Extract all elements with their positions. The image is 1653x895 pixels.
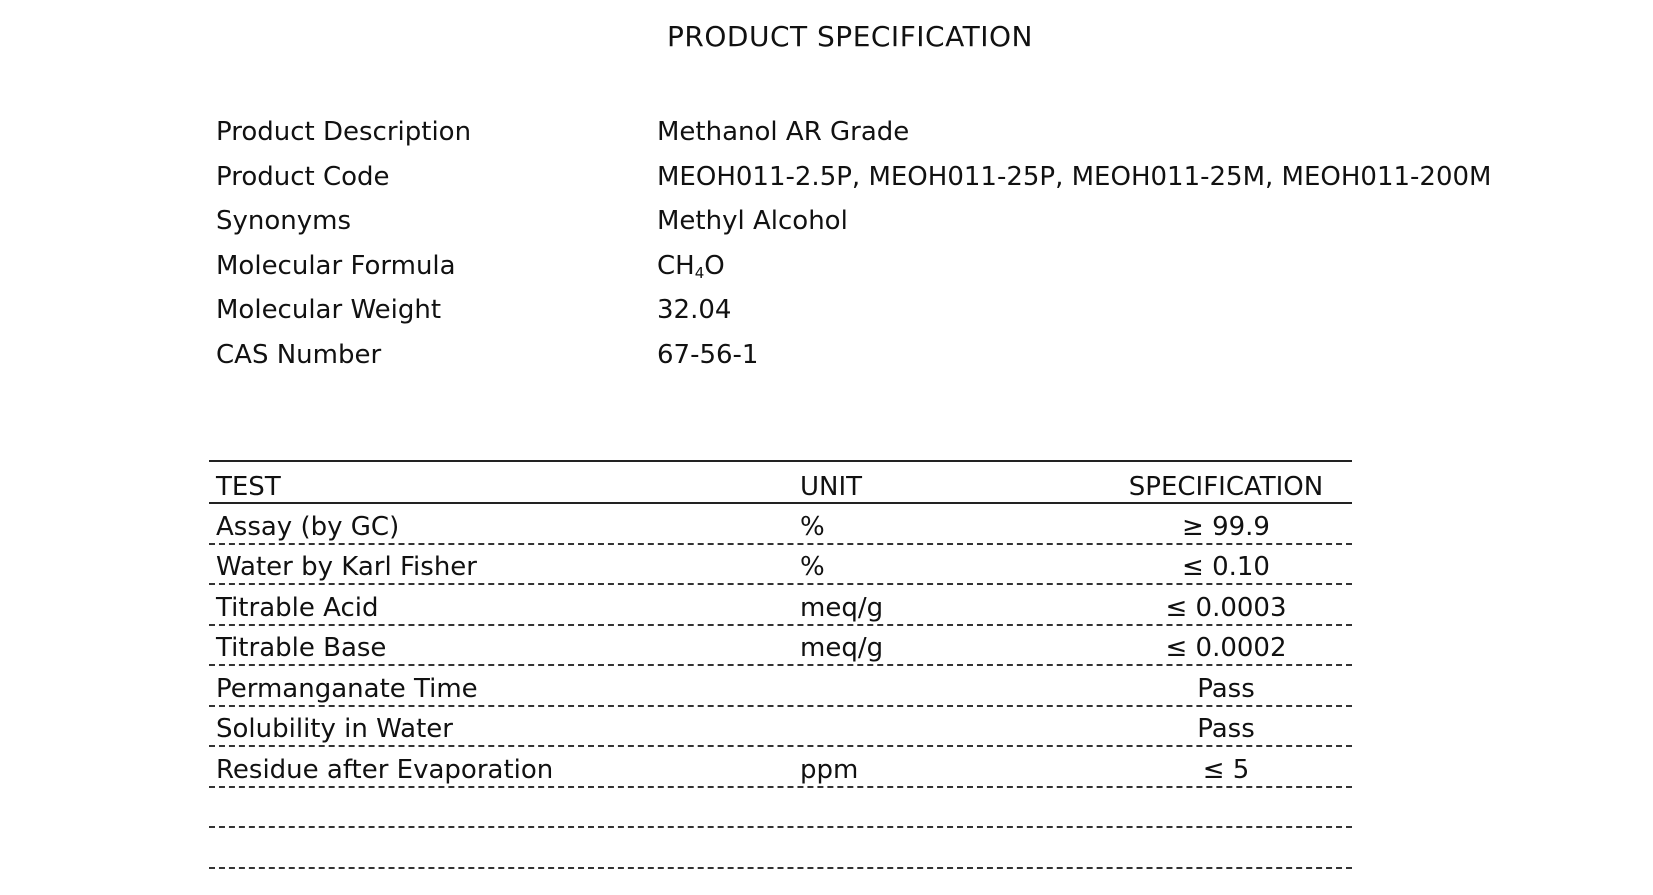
info-label: CAS Number bbox=[216, 339, 382, 370]
info-value: 67-56-1 bbox=[657, 339, 759, 370]
cell-test: Titrable Acid bbox=[216, 592, 379, 623]
cell-test: Water by Karl Fisher bbox=[216, 552, 477, 582]
cell-test bbox=[209, 825, 800, 826]
cell-unit bbox=[800, 704, 1100, 705]
info-row-molecular-formula bbox=[216, 244, 1616, 289]
table-row bbox=[209, 626, 1352, 667]
table-row bbox=[209, 504, 1352, 545]
cell-test: Assay (by GC) bbox=[216, 511, 400, 542]
info-value: 32.04 bbox=[657, 295, 732, 326]
cell-unit bbox=[800, 744, 1100, 745]
info-row-molecular-weight bbox=[216, 288, 1616, 333]
cell-test: Permanganate Time bbox=[216, 673, 478, 704]
formula-part: CH bbox=[657, 250, 695, 281]
table-row bbox=[209, 545, 1352, 586]
info-row-product-description bbox=[216, 110, 1616, 155]
cell-unit bbox=[800, 866, 1100, 867]
table-row-empty bbox=[209, 828, 1352, 869]
cell-specification: ≤ 0.0002 bbox=[1165, 633, 1287, 663]
cell-test: Titrable Base bbox=[216, 633, 387, 663]
header-specification: SPECIFICATION bbox=[1128, 472, 1324, 502]
cell-specification: ≤ 5 bbox=[1202, 754, 1250, 785]
cell-specification: ≤ 0.0003 bbox=[1165, 592, 1287, 623]
table-row bbox=[209, 707, 1352, 748]
info-label: Product Description bbox=[216, 117, 472, 148]
info-row-product-code bbox=[216, 155, 1616, 200]
molecular-formula-value bbox=[657, 251, 1616, 281]
table-header-row bbox=[209, 462, 1352, 504]
cell-specification: ≥ 99.9 bbox=[1182, 511, 1270, 542]
table-row bbox=[209, 666, 1352, 707]
formula-part: O bbox=[704, 250, 725, 281]
info-label: Molecular Formula bbox=[216, 250, 456, 281]
page-title: PRODUCT SPECIFICATION bbox=[667, 20, 1033, 53]
cell-unit: ppm bbox=[800, 754, 859, 785]
info-value: Methanol AR Grade bbox=[657, 117, 910, 148]
cell-unit bbox=[800, 825, 1100, 826]
table-row bbox=[209, 585, 1352, 626]
cell-specification: Pass bbox=[1197, 673, 1255, 704]
cell-test: Residue after Evaporation bbox=[216, 754, 554, 785]
cell-test bbox=[209, 866, 800, 867]
cell-test: Solubility in Water bbox=[216, 714, 453, 744]
info-label: Product Code bbox=[216, 161, 390, 192]
info-label: Molecular Weight bbox=[216, 295, 442, 326]
cell-specification: ≤ 0.10 bbox=[1182, 552, 1270, 582]
table-row-empty bbox=[209, 788, 1352, 829]
cell-unit: meq/g bbox=[800, 633, 884, 663]
table-row bbox=[209, 747, 1352, 788]
cell-specification bbox=[1100, 866, 1352, 867]
info-row-cas-number bbox=[216, 333, 1616, 378]
cell-unit: % bbox=[800, 552, 825, 582]
specification-table bbox=[209, 460, 1352, 869]
product-info-table bbox=[216, 110, 1616, 377]
info-value: MEOH011-2.5P, MEOH011-25P, MEOH011-25M, MEOH011-200M bbox=[657, 161, 1492, 192]
cell-unit: % bbox=[800, 511, 825, 542]
header-unit: UNIT bbox=[800, 472, 863, 502]
cell-specification bbox=[1100, 825, 1352, 826]
info-row-synonyms bbox=[216, 199, 1616, 244]
header-test: TEST bbox=[216, 472, 281, 502]
info-value: Methyl Alcohol bbox=[657, 206, 848, 237]
cell-specification: Pass bbox=[1197, 714, 1255, 744]
formula-subscript: 4 bbox=[694, 263, 705, 282]
cell-unit: meq/g bbox=[800, 592, 884, 623]
info-label: Synonyms bbox=[216, 206, 352, 237]
